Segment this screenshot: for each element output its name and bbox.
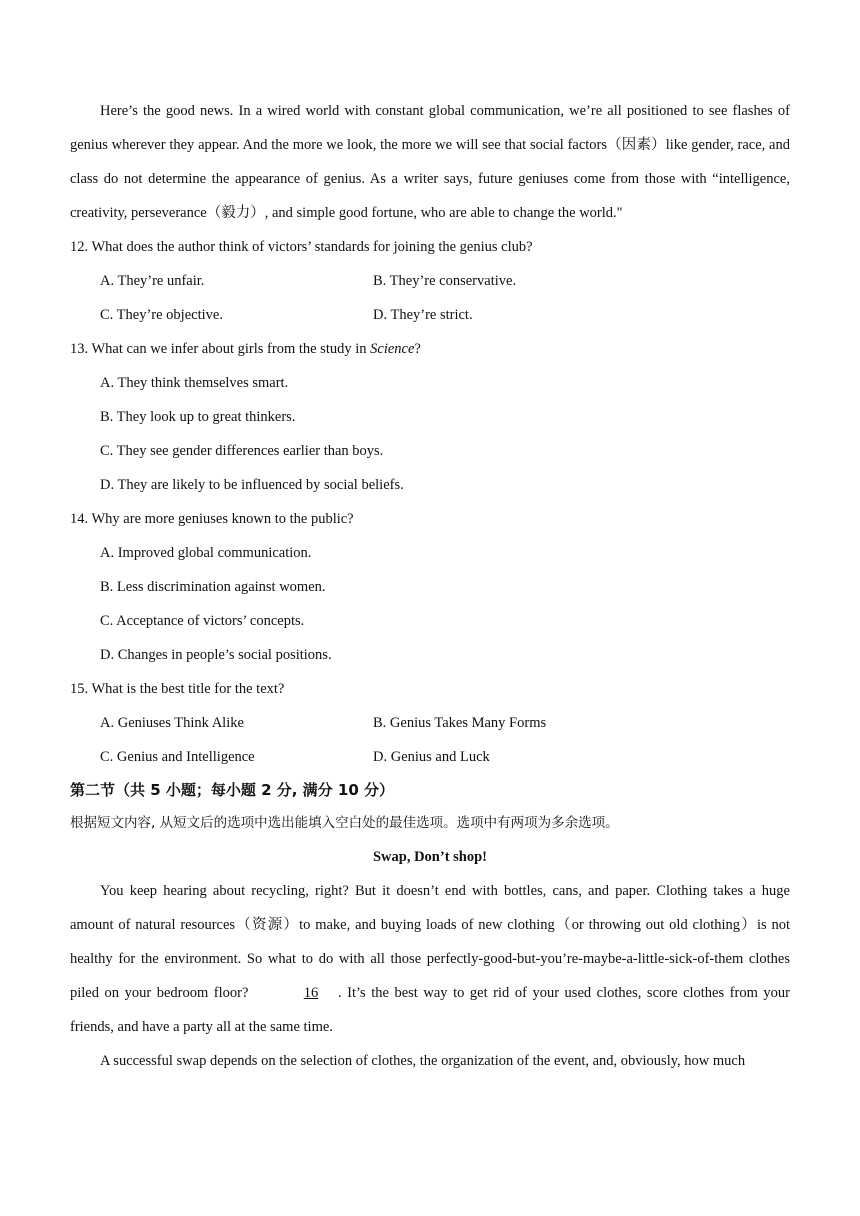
question-15 [70,672,790,774]
question-stem: 15. What is the best title for the text? [70,681,285,697]
question-12 [70,230,790,332]
paragraph-text: . It’s the best way to get rid of your used clothes, score clothes from your friends, and have a party all at the same time. [70,985,790,1035]
stem-text: 13. What can we infer about girls from the study in [70,341,371,357]
section-instruction: 根据短文内容, 从短文后的选项中选出能填入空白处的最佳选项。选项中有两项为多余选项。 [70,815,619,831]
passage-paragraph: A successful swap depends on the selection of clothes, the organization of the event, and, obviously, how much [100,1053,746,1069]
question-stem: 14. Why are more geniuses known to the public? [70,511,354,527]
section-heading: 第二节（共 5 小题；每小题 2 分, 满分 10 分） [70,781,395,799]
stem-italic-source: Science [370,341,415,357]
option-d[interactable]: D. Genius and Luck [373,749,490,765]
option-d[interactable]: D. They are likely to be influenced by social beliefs. [100,477,404,493]
option-c[interactable]: C. Acceptance of victors’ concepts. [100,613,305,629]
option-c[interactable]: C. Genius and Intelligence [100,749,255,765]
option-b[interactable]: B. Genius Takes Many Forms [373,715,547,731]
option-d[interactable]: D. Changes in people’s social positions. [100,647,332,663]
question-14 [70,502,790,672]
option-a[interactable]: A. Improved global communication. [100,545,312,561]
question-stem [70,332,790,366]
blank-16[interactable]: 16 [303,985,319,1001]
option-b[interactable]: B. They look up to great thinkers. [100,409,296,425]
option-c[interactable]: C. They see gender differences earlier than boys. [100,443,384,459]
option-a[interactable]: A. They’re unfair. [100,273,205,289]
passage-paragraph [70,874,790,1044]
option-a[interactable]: A. Geniuses Think Alike [100,715,244,731]
stem-punct: ? [414,341,421,357]
option-a[interactable]: A. They think themselves smart. [100,375,289,391]
passage-title: Swap, Don’t shop! [372,849,488,865]
passage-paragraph: Here’s the good news. In a wired world with constant global communication, we’re all positioned to see flashes of genius wherever they appear. And the more we look, the more we will see that social factors（因素）like gender, race, and class do not determine the appearance of genius. As a writer says, future geniuses come from those with “intelligence, creativity, perseverance（毅力）, and simple good fortune, who are able to change the world." [70,103,790,221]
option-c[interactable]: C. They’re objective. [100,307,223,323]
option-d[interactable]: D. They’re strict. [373,307,473,323]
option-b[interactable]: B. They’re conservative. [373,273,517,289]
option-b[interactable]: B. Less discrimination against women. [100,579,326,595]
question-13 [70,332,790,502]
paragraph-text: You keep hearing about recycling, right? But it doesn’t end with bottles, cans, and paper. Clothing takes a huge amount of natural resources（资源）to make, and buying loads of new clothing（or throwing out old clothing）is not healthy for the environment. So what to do with all those perfectly-good-but-you’re-maybe-a-little-sick-of-them clothes piled on your bedroom floor? [70,883,790,1001]
question-stem: 12. What does the author think of victors’ standards for joining the genius club? [70,239,533,255]
